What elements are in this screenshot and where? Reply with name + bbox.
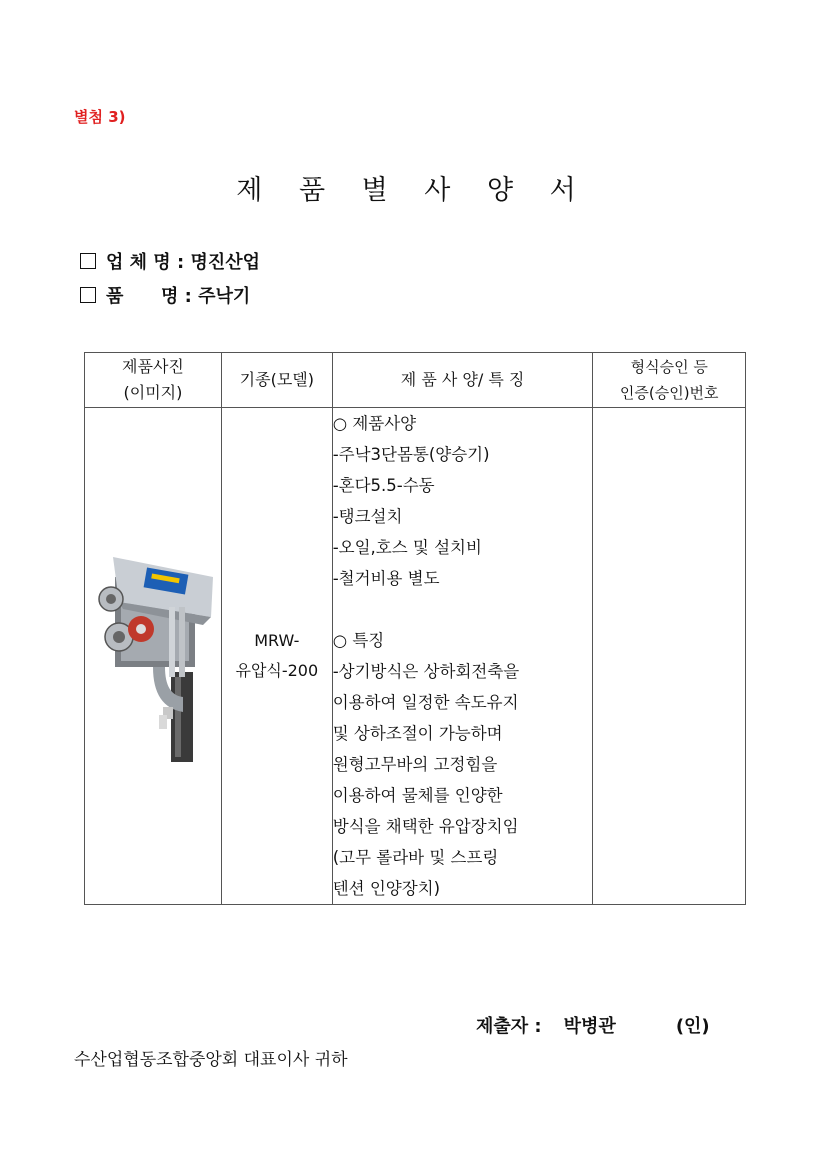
company-value: 명진산업	[190, 252, 261, 273]
model-line-2: 유압식-200	[235, 661, 319, 680]
product-photo	[93, 547, 213, 762]
company-label: 업 체 명 :	[106, 252, 185, 273]
product-value: 주낙기	[198, 286, 251, 307]
feature-line: 텐션 인양장치)	[332, 879, 441, 898]
spec-line: ○ 제품사양	[332, 414, 417, 433]
spec-line: -탱크설치	[332, 507, 403, 526]
feature-line: (고무 롤라바 및 스프링	[332, 848, 499, 867]
table-row	[85, 408, 746, 905]
submitter-name: 박병관	[563, 1016, 616, 1037]
feature-line: -상기방식은 상하회전축을	[332, 662, 520, 681]
addressee: 수산업협동조합중앙회 대표이사 귀하	[74, 1050, 348, 1070]
checkbox-square-icon	[80, 287, 96, 303]
feature-line: ○ 특징	[332, 631, 385, 650]
spec-line: -오일,호스 및 설치비	[332, 538, 482, 557]
header-cert: 형식승인 등 인증(승인)번호	[593, 353, 746, 408]
model-line-1: MRW-	[254, 631, 300, 650]
attachment-label: 별첨 3)	[74, 108, 126, 126]
feature-line: 이용하여 일정한 속도유지	[332, 693, 519, 712]
spec-table	[84, 352, 746, 905]
product-label: 품 명 :	[106, 286, 192, 307]
feature-line: 방식을 채택한 유압장치임	[332, 817, 519, 836]
submitter-label: 제출자 :	[476, 1016, 542, 1037]
checkbox-square-icon	[80, 253, 96, 269]
company-row	[80, 248, 260, 274]
feature-line: 이용하여 물체를 인양한	[332, 786, 503, 805]
header-photo: 제품사진 (이미지)	[85, 353, 222, 408]
table-header-row	[85, 353, 746, 408]
header-model: 기종(모델)	[221, 353, 332, 408]
feature-line: 원형고무바의 고정힘을	[332, 755, 498, 774]
spec-line: -주낙3단몸통(양승기)	[332, 445, 490, 464]
document-title: 제 품 별 사 양 서	[236, 175, 590, 206]
model-cell	[221, 408, 332, 905]
spec-line: -혼다5.5-수동	[332, 476, 435, 495]
feature-line: 및 상하조절이 가능하며	[332, 724, 503, 743]
header-spec: 제 품 사 양/ 특 징	[332, 353, 593, 408]
spec-line: -철거비용 별도	[332, 569, 440, 588]
product-row	[80, 282, 250, 308]
seal-mark: (인)	[675, 1016, 710, 1037]
cert-cell	[593, 408, 746, 905]
spacer	[333, 594, 593, 625]
submitter-line	[476, 1012, 710, 1038]
spec-cell	[332, 408, 593, 905]
product-photo-cell	[85, 408, 222, 905]
